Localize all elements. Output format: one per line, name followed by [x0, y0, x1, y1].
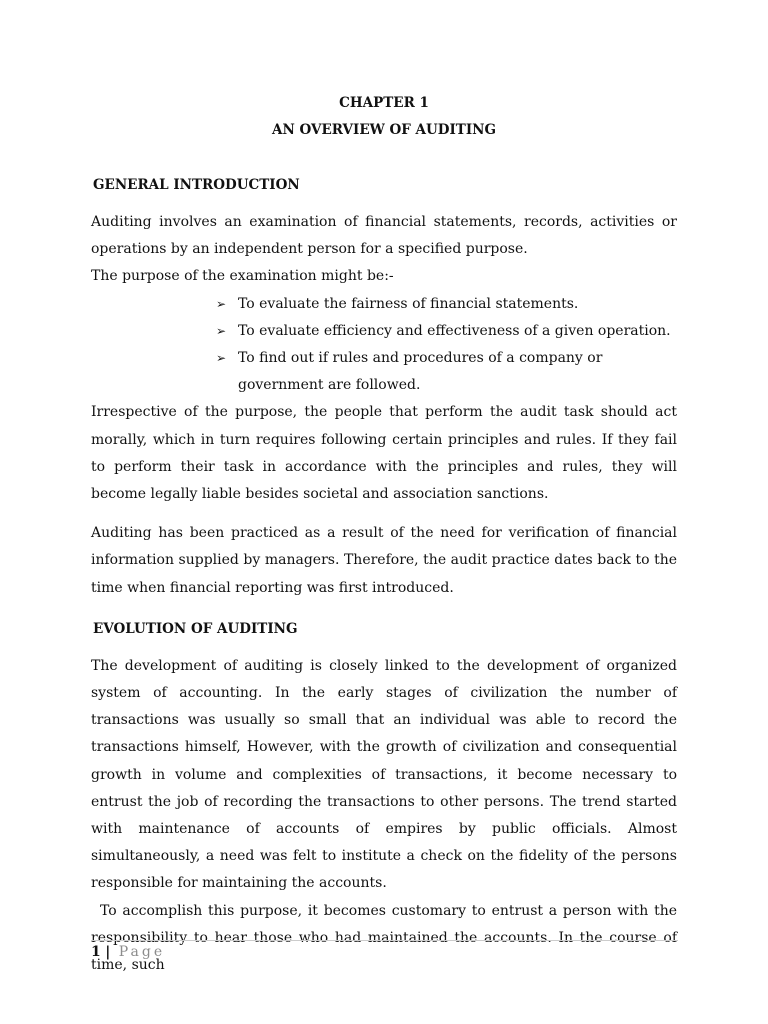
section-heading-evolution: EVOLUTION OF AUDITING [93, 620, 298, 637]
purpose-bullet-list [91, 291, 677, 400]
arrow-bullet-icon: ➢ [216, 351, 227, 366]
bullet-text: To evaluate efficiency and effectiveness of a given operation. [238, 322, 671, 339]
chapter-label: CHAPTER 1 [339, 95, 429, 111]
arrow-bullet-icon: ➢ [216, 323, 227, 338]
list-item [216, 291, 677, 318]
page-footer [91, 940, 165, 964]
section-heading-general-introduction: GENERAL INTRODUCTION [93, 177, 300, 193]
page-separator: | [105, 944, 111, 960]
paragraph-irrespective-purpose: Irrespective of the purpose, the people that perform the audit task should act morally, which in turn requires following certain principles and rules. If they fail to perform their task in accordance with the principles and rules, they will become legally liable besides societal and association sanctions. [91, 404, 677, 503]
chapter-title: AN OVERVIEW OF AUDITING [271, 122, 497, 138]
page-number: 1 [91, 944, 101, 960]
document-page [91, 90, 677, 979]
paragraph-purpose-lead: The purpose of the examination might be:- [91, 268, 394, 285]
page-label: Page [118, 944, 166, 960]
list-item [216, 345, 677, 399]
bullet-text: To evaluate the fairness of financial statements. [238, 295, 579, 312]
arrow-bullet-icon: ➢ [216, 296, 227, 311]
paragraph-evolution-development: The development of auditing is closely linked to the development of organized system of accounting. In the early stages of civilization the number of transactions was usually so small that an individual was able to record the transactions himself, However, with the growth of civilization and consequential growth in volume and complexities of transactions, it become necessary to entrust the job of recording the transactions to other persons. The trend started with maintenance of accounts of empires by public officials. Almost simultaneously, a need was felt to institute a check on the fidelity of the persons responsible for maintaining the accounts. [91, 657, 677, 892]
bullet-text: To find out if rules and procedures of a company or government are followed. [238, 350, 603, 394]
paragraph-evolution-accomplish: To accomplish this purpose, it becomes customary to entrust a person with the responsibility to hear those who had maintained the accounts. In the course of time, such [91, 902, 677, 974]
footer-divider [91, 940, 678, 941]
paragraph-auditing-definition: Auditing involves an examination of financial statements, records, activities or operations by an independent person for a specified purpose. [91, 214, 677, 258]
list-item [216, 318, 677, 345]
paragraph-audit-practice: Auditing has been practiced as a result of the need for verification of financial information supplied by managers. Therefore, the audit practice dates back to the time when financial reporting was first introduced. [91, 525, 677, 596]
